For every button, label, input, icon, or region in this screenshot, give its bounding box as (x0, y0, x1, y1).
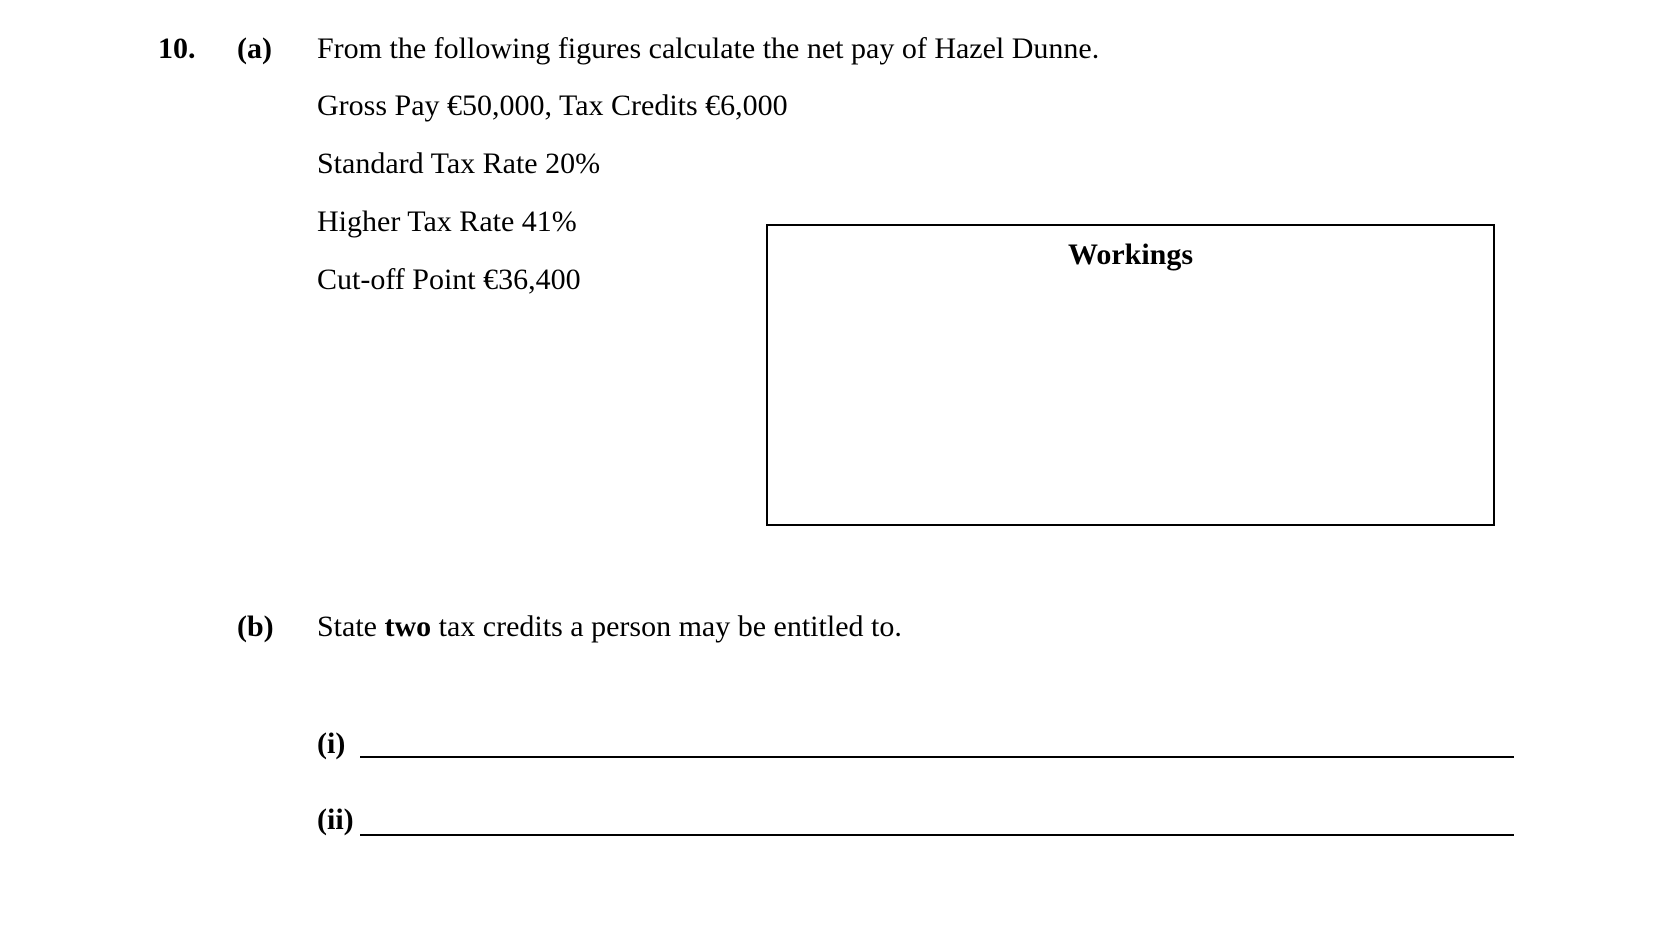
part-a-prompt: From the following figures calculate the net pay of Hazel Dunne. (317, 32, 1100, 65)
answer-i-line[interactable] (360, 756, 1514, 758)
part-b-label: (b) (237, 610, 274, 643)
workings-title: Workings (1067, 238, 1194, 271)
figure-higher-tax-rate: Higher Tax Rate 41% (317, 205, 577, 238)
part-b-prompt-start: State (317, 610, 385, 643)
workings-box[interactable] (766, 224, 1495, 526)
question-number: 10. (158, 32, 196, 65)
figure-standard-tax-rate: Standard Tax Rate 20% (317, 147, 601, 180)
part-b-prompt (317, 612, 902, 642)
part-b-prompt-emphasis: two (384, 610, 432, 643)
part-b-prompt-end: tax credits a person may be entitled to. (431, 610, 902, 643)
figure-cut-off-point: Cut-off Point €36,400 (317, 263, 581, 296)
figure-gross-pay-tax-credits: Gross Pay €50,000, Tax Credits €6,000 (317, 89, 788, 122)
part-a-label: (a) (237, 32, 272, 65)
answer-ii-line[interactable] (360, 834, 1514, 836)
answer-ii-label: (ii) (317, 803, 354, 836)
answer-i-label: (i) (317, 727, 346, 760)
